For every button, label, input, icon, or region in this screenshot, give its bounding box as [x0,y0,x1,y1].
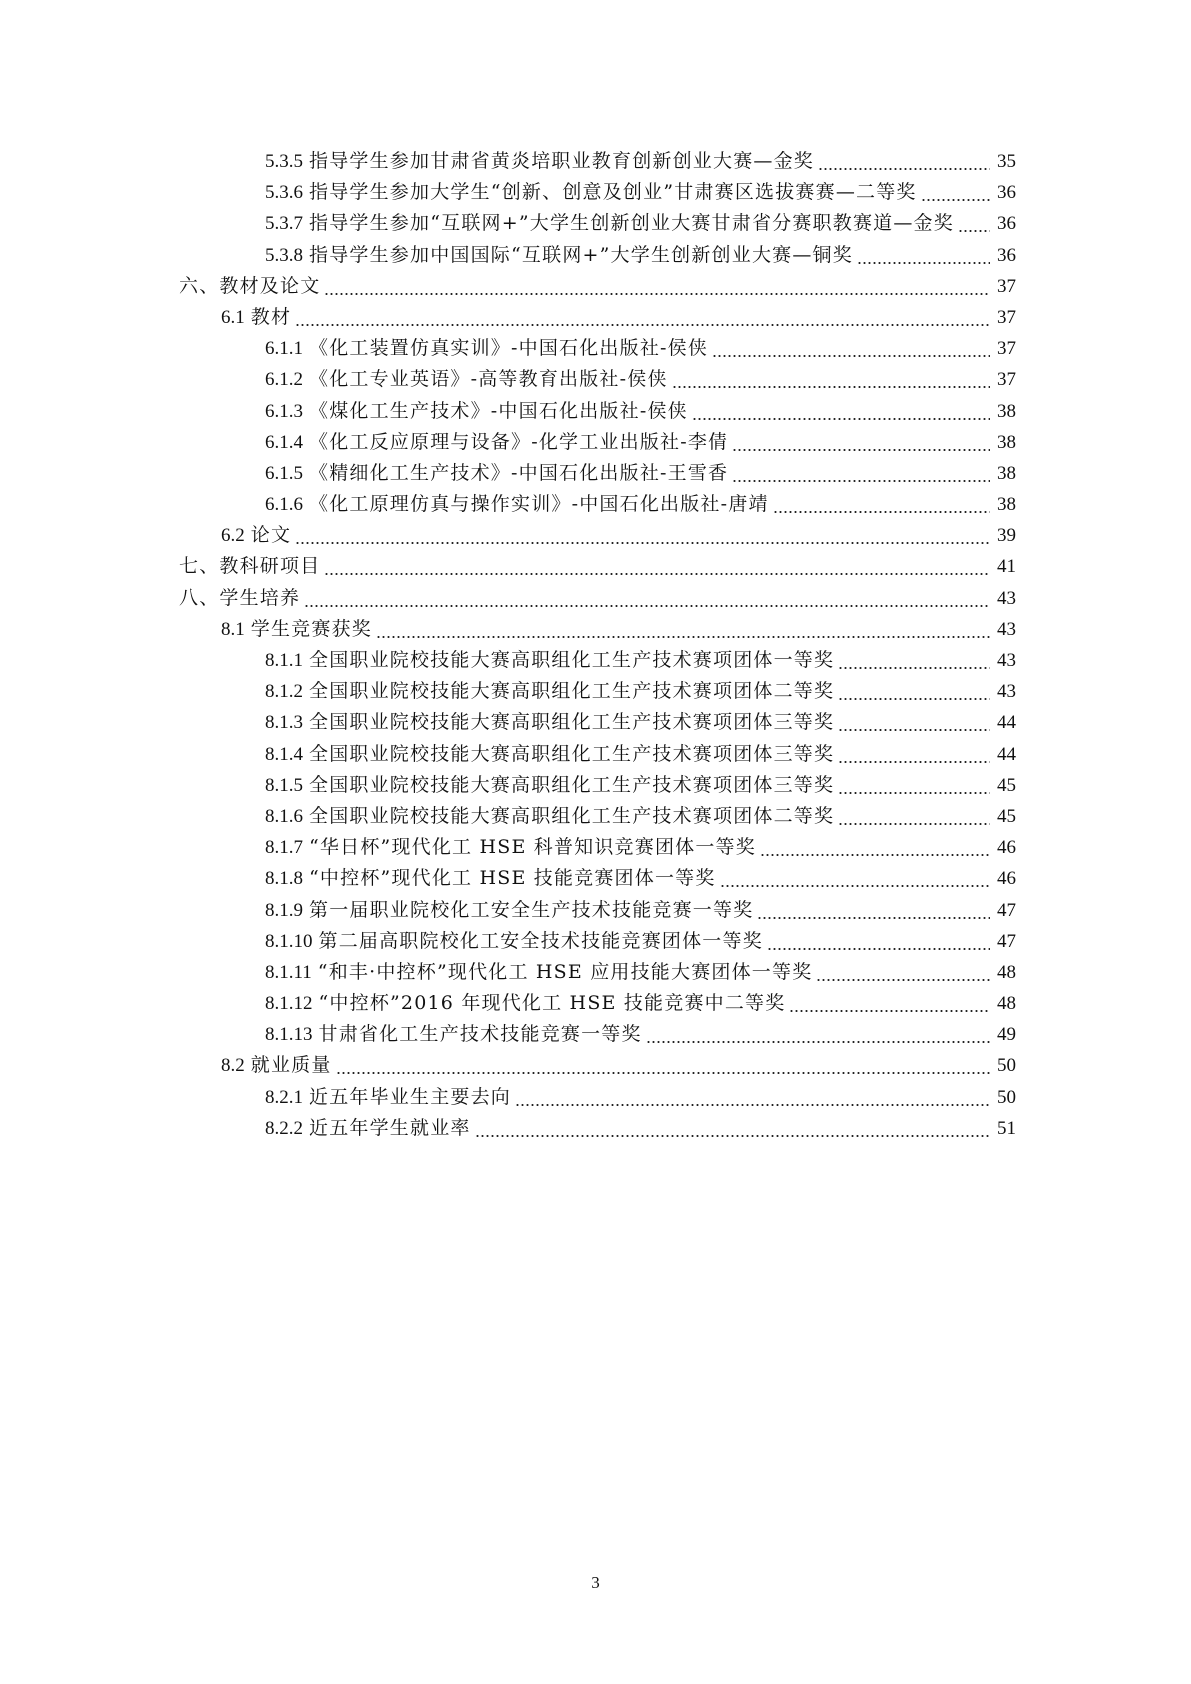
toc-entry-page: 36 [997,213,1016,235]
toc-entry-page: 48 [997,993,1016,1015]
toc-entry-page: 47 [997,899,1016,921]
toc-entry[interactable] [0,240,1191,271]
toc-entry-title: 就业质量 [250,1054,332,1077]
toc-entry-title: 全国职业院校技能大赛高职组化工生产技术赛项团体三等奖 [309,742,835,765]
dot-leader [818,146,990,177]
toc-entry-page: 35 [997,151,1016,172]
toc-entry-number: 8.1.8 [265,868,303,890]
toc-entry[interactable] [0,863,1191,894]
toc-entry-page: 44 [997,712,1016,734]
toc-entry[interactable] [0,1019,1191,1050]
toc-entry-page: 37 [997,275,1016,297]
toc-entry-page: 43 [997,587,1016,609]
toc-entry-title: “和丰·中控杯”现代化工 HSE 应用技能大赛团体一等奖 [317,960,813,983]
toc-entry-number: 8.1.11 [265,961,312,983]
toc-entry-page: 48 [997,961,1016,983]
toc-entry-title: 全国职业院校技能大赛高职组化工生产技术赛项团体二等奖 [309,680,835,703]
dot-leader [336,1050,990,1081]
toc-entry-title: 《化工专业英语》-高等教育出版社-侯侠 [309,368,668,391]
toc-entry[interactable] [0,302,1191,333]
toc-entry[interactable] [0,551,1191,582]
dot-leader [838,676,990,707]
toc-entry-page: 37 [997,306,1016,328]
toc-entry[interactable] [0,146,1191,177]
toc-entry-title: 《精细化工生产技术》-中国石化出版社-王雪香 [309,461,729,484]
toc-entry-page: 49 [997,1024,1016,1046]
toc-entry-page: 43 [997,650,1016,671]
toc-entry-page: 41 [997,556,1016,578]
toc-entry-number: 8.1.13 [265,1024,313,1046]
toc-entry-title: 指导学生参加大学生“创新、创意及创业”甘肃赛区选拔赛赛—二等奖 [309,181,917,204]
toc-entry-number: 8.2.1 [265,1086,303,1108]
toc-entry-page: 37 [997,338,1016,360]
dot-leader [324,271,990,302]
toc-entry-title: 指导学生参加“互联网+”大学生创新创业大赛甘肃省分赛职教赛道—金奖 [309,212,954,235]
dot-leader [838,770,990,801]
toc-entry-page: 38 [997,494,1016,516]
toc-entry-number: 6.1.1 [265,338,303,360]
toc-entry-title: 学生竞赛获奖 [250,617,372,640]
dot-leader [376,614,990,645]
toc-entry-title: “中控杯”现代化工 HSE 技能竞赛团体一等奖 [309,867,716,890]
toc-entry-page: 38 [997,400,1016,422]
dot-leader [838,645,990,676]
toc-entry-page: 50 [997,1055,1016,1077]
toc-entry-number: 8.1.12 [265,993,313,1015]
toc-entry-number: 8.1 [221,618,245,640]
dot-leader [672,364,990,395]
toc-entry-number: 8.1.10 [265,930,313,952]
toc-entry-page: 36 [997,182,1016,204]
toc-entry-title: 指导学生参加甘肃省黄炎培职业教育创新创业大赛—金奖 [309,150,815,172]
toc-entry[interactable] [0,801,1191,832]
toc-entry-title: 近五年毕业生主要去向 [309,1085,512,1108]
toc-entry-number: 6.1.5 [265,462,303,484]
dot-leader [816,957,990,988]
toc-entry-title: 全国职业院校技能大赛高职组化工生产技术赛项团体三等奖 [309,773,835,796]
toc-entry-page: 44 [997,743,1016,765]
toc-entry-page: 45 [997,774,1016,796]
toc-entry[interactable] [0,489,1191,520]
toc-entry-title: 《煤化工生产技术》-中国石化出版社-侯侠 [309,399,688,422]
toc-entry-title: 第一届职业院校化工安全生产技术技能竞赛一等奖 [309,898,754,921]
toc-entry[interactable] [0,583,1191,614]
toc-entry-number: 5.3.7 [265,213,303,235]
dot-leader [789,988,990,1019]
toc-entry-title: 六、教材及论文 [179,274,321,297]
toc-entry-title: “华日杯”现代化工 HSE 科普知识竞赛团体一等奖 [309,836,756,859]
toc-entry-number: 8.1.2 [265,681,303,703]
toc-entry[interactable] [0,676,1191,707]
dot-leader [838,707,990,738]
toc-entry-number: 8.2.2 [265,1117,303,1139]
toc-entry[interactable] [0,177,1191,208]
toc-entry-page: 36 [997,244,1016,266]
toc-entry-title: 七、教科研项目 [179,555,321,578]
toc-entry-title: “中控杯”2016 年现代化工 HSE 技能竞赛中二等奖 [318,992,786,1015]
dot-leader [838,801,990,832]
toc-entry[interactable] [0,333,1191,364]
page-number: 3 [591,1573,600,1592]
dot-leader [720,863,990,894]
toc-entry[interactable] [0,645,1191,676]
toc-entry[interactable] [0,707,1191,738]
dot-leader [921,177,990,208]
toc-entry[interactable] [0,364,1191,395]
toc-entry-number: 6.1.6 [265,494,303,516]
toc-entry-number: 5.3.5 [265,151,303,172]
toc-entry-number: 6.1 [221,306,245,328]
toc-entry-page: 51 [997,1117,1016,1139]
dot-leader [760,832,990,863]
toc-entry[interactable] [0,770,1191,801]
dot-leader [295,520,990,551]
toc-entry-page: 45 [997,805,1016,827]
toc-entry-number: 8.1.4 [265,743,303,765]
toc-entry[interactable] [0,614,1191,645]
dot-leader [732,458,990,489]
toc-entry[interactable] [0,895,1191,926]
toc-entry-number: 8.2 [221,1055,245,1077]
toc-entry[interactable] [0,271,1191,302]
dot-leader [324,551,990,582]
toc-entry-title: 第二届高职院校化工安全技术技能竞赛团体一等奖 [318,929,763,952]
toc-entry-number: 6.2 [221,525,245,547]
toc-entry-page: 50 [997,1086,1016,1108]
toc-entry-page: 46 [997,868,1016,890]
toc-entry-number: 8.1.7 [265,837,303,859]
dot-leader [295,302,990,333]
toc-entry-number: 6.1.4 [265,431,303,453]
toc-entry-page: 38 [997,431,1016,453]
toc-entry-page: 47 [997,930,1016,952]
dot-leader [646,1019,990,1050]
dot-leader [857,240,990,271]
toc-entry-title: 《化工装置仿真实训》-中国石化出版社-侯侠 [309,337,709,360]
dot-leader [304,583,990,614]
dot-leader [958,208,990,239]
toc-entry[interactable] [0,926,1191,957]
toc-entry-number: 6.1.2 [265,369,303,391]
dot-leader [838,739,990,770]
toc-entry[interactable] [0,520,1191,551]
toc-entry[interactable] [0,396,1191,427]
toc-entry[interactable] [0,208,1191,239]
toc-entry[interactable] [0,832,1191,863]
toc-entry-page: 38 [997,462,1016,484]
dot-leader [732,427,990,458]
toc-entry-number: 8.1.1 [265,650,303,671]
toc-entry[interactable] [0,458,1191,489]
toc-entry-page: 37 [997,369,1016,391]
toc-entry-number: 5.3.6 [265,182,303,204]
dot-leader [773,489,990,520]
dot-leader [692,396,990,427]
toc-entry-page: 43 [997,681,1016,703]
toc-entry[interactable] [0,1050,1191,1081]
toc-entry-title: 全国职业院校技能大赛高职组化工生产技术赛项团体二等奖 [309,804,835,827]
toc-entry[interactable] [0,1113,1191,1144]
toc-entry-title: 《化工原理仿真与操作实训》-中国石化出版社-唐靖 [309,493,769,516]
toc-entry-title: 甘肃省化工生产技术技能竞赛一等奖 [318,1023,642,1046]
dot-leader [712,333,990,364]
dot-leader [757,895,990,926]
toc-entry-number: 8.1.9 [265,899,303,921]
toc-entry-title: 指导学生参加中国国际“互联网+”大学生创新创业大赛—铜奖 [309,243,853,266]
toc-entry[interactable] [0,1082,1191,1113]
toc-entry-page: 39 [997,525,1016,547]
toc-entry-title: 全国职业院校技能大赛高职组化工生产技术赛项团体一等奖 [309,649,835,671]
toc-entry[interactable] [0,957,1191,988]
toc-entry-number: 8.1.5 [265,774,303,796]
dot-leader [767,926,990,957]
toc-entry-title: 论文 [250,524,292,547]
toc-entry[interactable] [0,988,1191,1019]
toc-entry-number: 8.1.3 [265,712,303,734]
table-of-contents [0,146,1191,1144]
toc-entry-title: 《化工反应原理与设备》-化学工业出版社-李倩 [309,430,729,453]
toc-entry-title: 八、学生培养 [179,586,301,609]
toc-entry-page: 43 [997,618,1016,640]
toc-entry-number: 6.1.3 [265,400,303,422]
toc-entry[interactable] [0,739,1191,770]
toc-entry-title: 教材 [250,305,292,328]
toc-entry-page: 46 [997,837,1016,859]
toc-entry-number: 5.3.8 [265,244,303,266]
dot-leader [475,1113,990,1144]
toc-entry-title: 全国职业院校技能大赛高职组化工生产技术赛项团体三等奖 [309,711,835,734]
toc-entry-title: 近五年学生就业率 [309,1116,471,1139]
toc-entry[interactable] [0,427,1191,458]
dot-leader [515,1082,990,1113]
toc-entry-number: 8.1.6 [265,805,303,827]
